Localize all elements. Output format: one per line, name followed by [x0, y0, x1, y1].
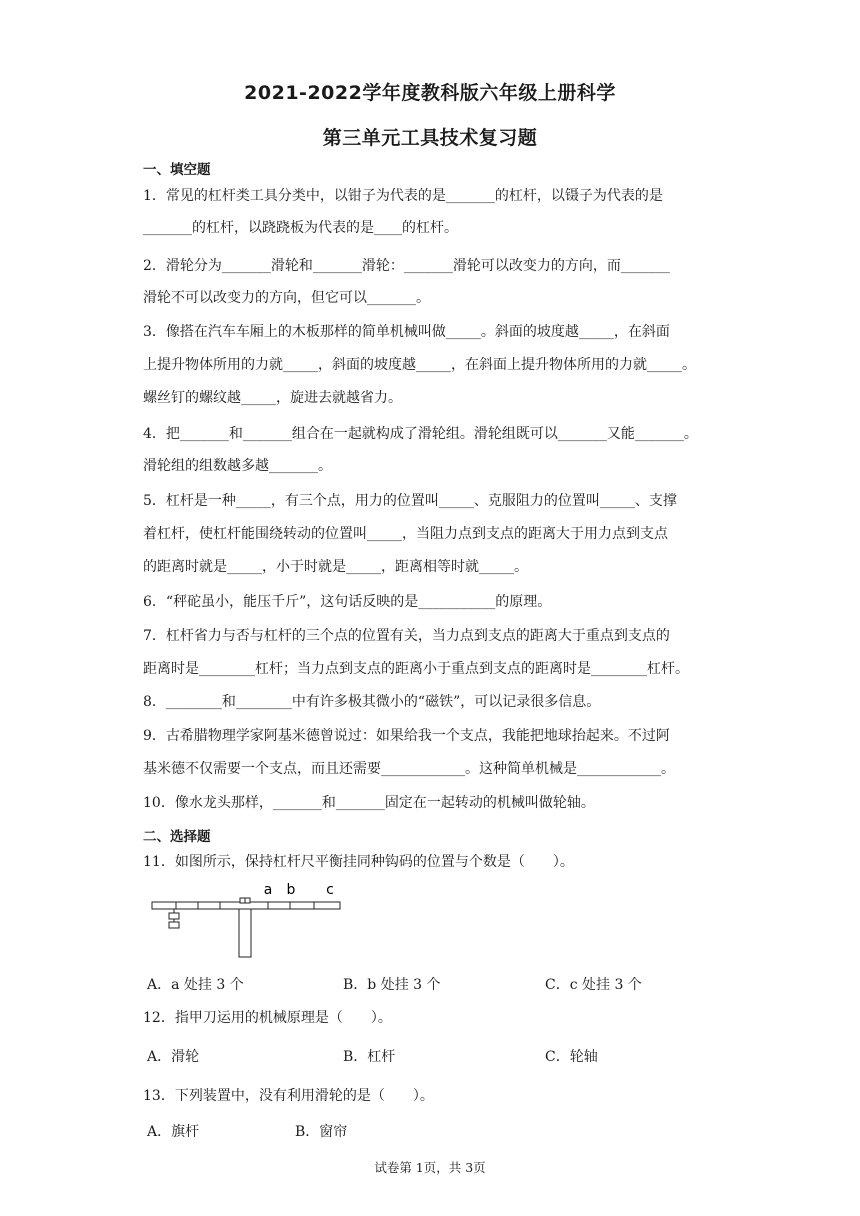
- question-line: 2．滑轮分为_______滑轮和_______滑轮：_______滑轮可以改变力的方向，而_______: [143, 258, 670, 274]
- question-line: 8．________和________中有许多极其微小的“磁铁”，可以记录很多信息。: [143, 694, 601, 710]
- question-line: 上提升物体所用的力就_____，斜面的坡度越_____，在斜面上提升物体所用的力就_____。: [143, 357, 696, 373]
- page-title: 2021-2022学年度教科版六年级上册科学: [244, 82, 616, 104]
- option-c[interactable]: C．轮轴: [545, 1049, 598, 1065]
- section-heading-fill-blank: 一、填空题: [143, 162, 211, 178]
- section-heading-choice: 二、选择题: [143, 829, 211, 845]
- option-b[interactable]: B．b 处挂 3 个: [343, 977, 441, 993]
- option-a[interactable]: A．滑轮: [147, 1049, 200, 1065]
- question-line: 10．像水龙头那样，_______和_______固定在一起转动的机械叫做轮轴。: [143, 795, 595, 811]
- question-line: 7．杠杆省力与否与杠杆的三个点的位置有关，当力点到支点的距离大于重点到支点的: [143, 628, 670, 644]
- option-b[interactable]: B．窗帘: [295, 1124, 348, 1140]
- question-line: 1．常见的杠杆类工具分类中，以钳子为代表的是_______的杠杆，以镊子为代表的是: [143, 188, 663, 204]
- option-a[interactable]: A．旗杆: [147, 1124, 200, 1140]
- hook-weight: [169, 922, 179, 928]
- question-line: 基米德不仅需要一个支点，而且还需要____________。这种简单机械是____________。: [143, 761, 675, 777]
- page-subtitle: 第三单元工具技术复习题: [322, 127, 538, 149]
- option-a[interactable]: A．a 处挂 3 个: [147, 977, 244, 993]
- option-b[interactable]: B．杠杆: [343, 1049, 396, 1065]
- question-line: 螺丝钉的螺纹越_____，旋进去就越省力。: [143, 390, 402, 406]
- question-line: 4．把_______和_______组合在一起就构成了滑轮组。滑轮组既可以_______又能_______。: [143, 426, 698, 442]
- position-label-b: b: [286, 882, 296, 898]
- option-c[interactable]: C．c 处挂 3 个: [545, 977, 642, 993]
- question-11-stem: 11．如图所示，保持杠杆尺平衡挂同种钩码的位置与个数是（ ）。: [143, 854, 574, 870]
- question-line: 3．像搭在汽车车厢上的木板那样的简单机械叫做_____。斜面的坡度越_____，在斜面: [143, 324, 670, 340]
- question-line: 9．古希腊物理学家阿基米德曾说过：如果给我一个支点，我能把地球抬起来。不过阿: [143, 728, 670, 744]
- lever-stand: [239, 909, 251, 957]
- question-line: 的距离时就是_____，小于时就是_____，距离相等时就_____。: [143, 559, 528, 575]
- question-line: 滑轮组的组数越多越_______。: [143, 458, 332, 474]
- question-line: 滑轮不可以改变力的方向，但它可以_______。: [143, 290, 430, 306]
- position-label-a: a: [263, 882, 273, 898]
- position-label-c: c: [326, 882, 334, 898]
- page-footer: 试卷第 1页，共 3页: [374, 1160, 486, 1175]
- question-line: 着杠杆，使杠杆能围绕转动的位置叫_____，当阻力点到支点的距离大于用力点到支点: [143, 526, 668, 542]
- lever-diagram: [150, 878, 350, 960]
- question-line: 5．杠杆是一种_____，有三个点，用力的位置叫_____、克服阻力的位置叫_____、支撑: [143, 493, 677, 509]
- question-12-stem: 12．指甲刀运用的机械原理是（ ）。: [143, 1010, 392, 1026]
- question-line: 6．“秤砣虽小，能压千斤”，这句话反映的是___________的原理。: [143, 594, 552, 610]
- hook-weight: [169, 913, 179, 919]
- question-13-stem: 13．下列装置中，没有利用滑轮的是（ ）。: [143, 1088, 434, 1104]
- question-line: _______的杠杆，以跷跷板为代表的是____的杠杆。: [143, 220, 458, 236]
- question-line: 距离时是________杠杆；当力点到支点的距离小于重点到支点的距离时是________杠杆。: [143, 661, 689, 677]
